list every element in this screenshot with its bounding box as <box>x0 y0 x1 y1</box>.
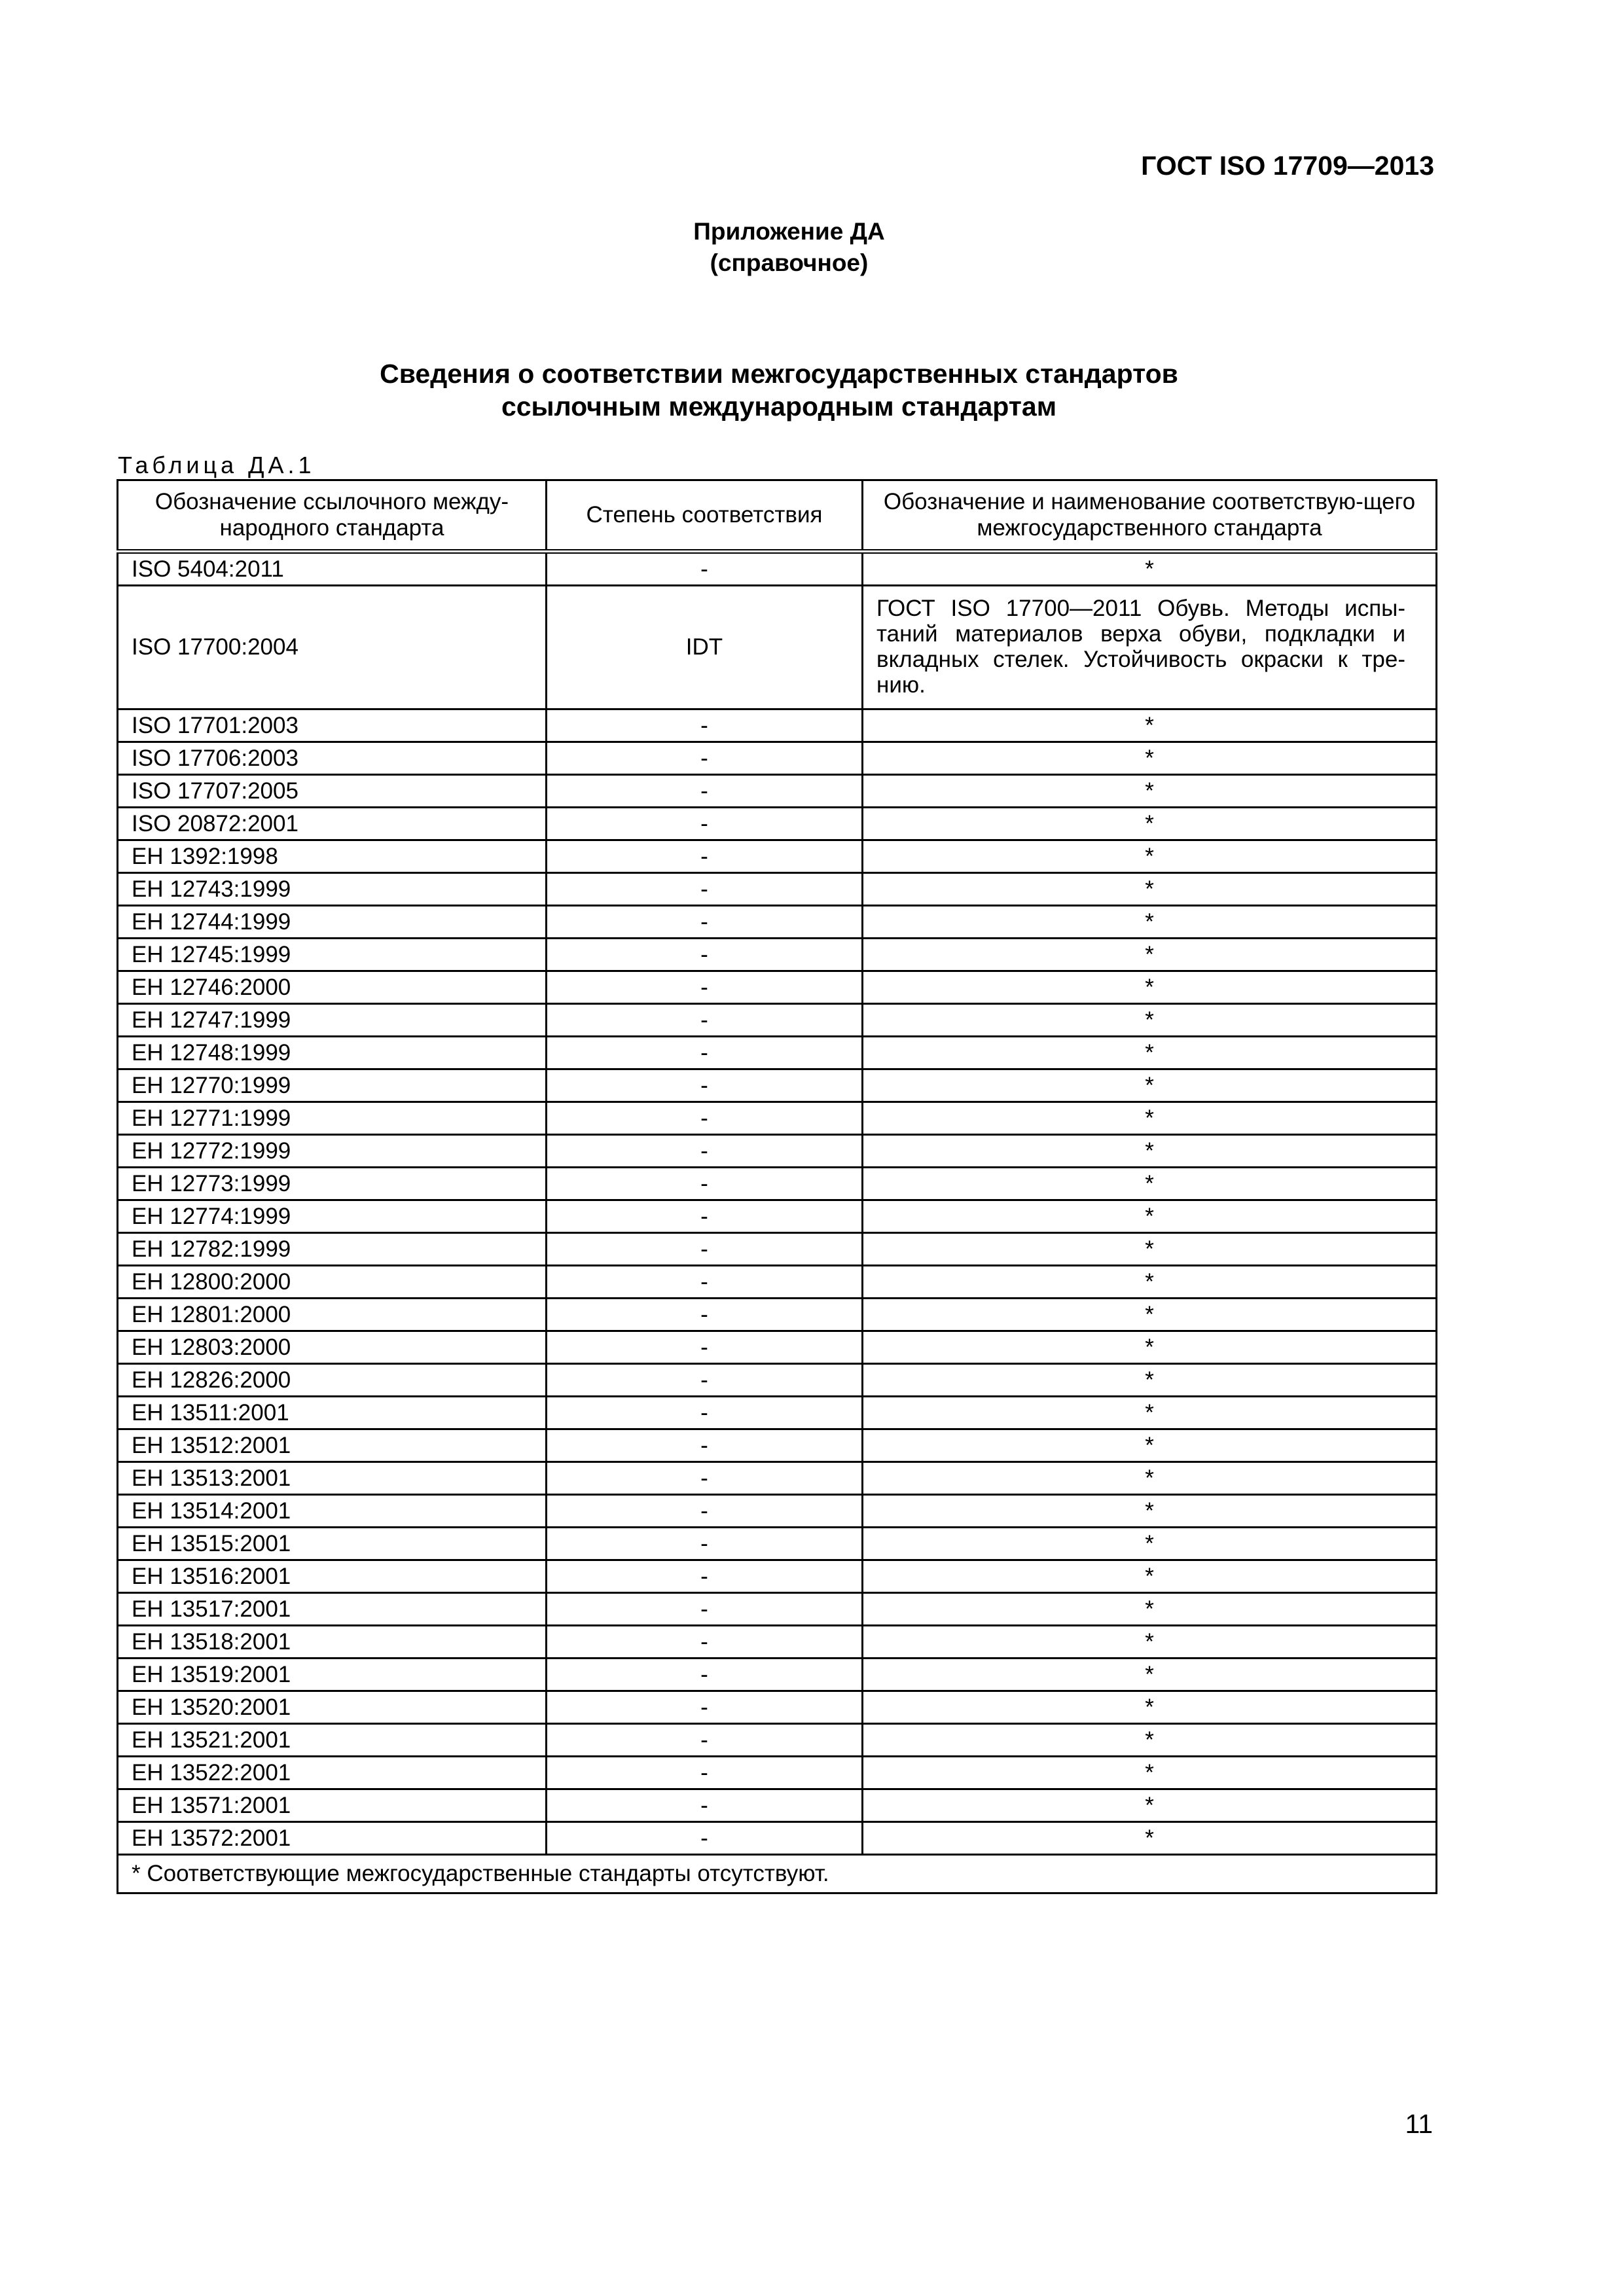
table-row <box>118 1168 1437 1200</box>
main-title-line-1: Сведения о соответствии межгосударственных стандартов <box>380 359 1178 389</box>
international-standard-cell: ЕН 12773:1999 <box>118 1168 547 1200</box>
international-standard-cell: ЕН 12826:2000 <box>118 1364 547 1397</box>
degree-cell: - <box>547 775 863 808</box>
international-standard-cell: ISO 17700:2004 <box>118 586 547 709</box>
table-row <box>118 1299 1437 1331</box>
degree-cell: - <box>547 1691 863 1724</box>
international-standard-cell: ЕН 13519:2001 <box>118 1659 547 1691</box>
table-row <box>118 1495 1437 1528</box>
international-standard-cell: ЕН 13516:2001 <box>118 1560 547 1593</box>
degree-cell: - <box>547 1233 863 1266</box>
table-row <box>118 906 1437 939</box>
table-row <box>118 1102 1437 1135</box>
header-international-standard: Обозначение ссылочного между-народного стандарта <box>118 480 547 552</box>
interstate-standard-cell: * <box>863 1069 1437 1102</box>
degree-cell: - <box>547 808 863 840</box>
interstate-standard-cell: * <box>863 742 1437 775</box>
table-row <box>118 1364 1437 1397</box>
degree-cell: - <box>547 971 863 1004</box>
table-footer <box>118 1855 1437 1893</box>
interstate-standard-cell: * <box>863 1102 1437 1135</box>
table-row <box>118 1069 1437 1102</box>
table-row <box>118 1691 1437 1724</box>
international-standard-cell: ЕН 13522:2001 <box>118 1757 547 1789</box>
interstate-standard-cell: * <box>863 1659 1437 1691</box>
table-footnote: * Соответствующие межгосударственные стандарты отсутствуют. <box>118 1855 1437 1893</box>
degree-cell: - <box>547 1593 863 1626</box>
table-row <box>118 775 1437 808</box>
degree-cell: - <box>547 1397 863 1429</box>
international-standard-cell: ЕН 13511:2001 <box>118 1397 547 1429</box>
international-standard-cell: ISO 17707:2005 <box>118 775 547 808</box>
international-standard-cell: ЕН 12772:1999 <box>118 1135 547 1168</box>
degree-cell: IDT <box>547 586 863 709</box>
international-standard-cell: ЕН 13515:2001 <box>118 1528 547 1560</box>
header-interstate-standard: Обозначение и наименование соответствую-щего межгосударственного стандарта <box>863 480 1437 552</box>
degree-cell: - <box>547 552 863 586</box>
degree-cell: - <box>547 709 863 742</box>
interstate-standard-cell: * <box>863 1200 1437 1233</box>
table-row <box>118 1462 1437 1495</box>
table-row <box>118 971 1437 1004</box>
degree-cell: - <box>547 1037 863 1069</box>
interstate-standard-cell: * <box>863 1691 1437 1724</box>
degree-cell: - <box>547 939 863 971</box>
interstate-standard-cell: * <box>863 808 1437 840</box>
main-title-line-2: ссылочным международным стандартам <box>501 391 1057 422</box>
table-row <box>118 1397 1437 1429</box>
interstate-standard-cell: * <box>863 1135 1437 1168</box>
main-title <box>0 357 1558 423</box>
international-standard-cell: ЕН 12803:2000 <box>118 1331 547 1364</box>
interstate-standard-cell: * <box>863 1331 1437 1364</box>
international-standard-cell: ЕН 12744:1999 <box>118 906 547 939</box>
degree-cell: - <box>547 1528 863 1560</box>
interstate-standard-cell: * <box>863 971 1437 1004</box>
international-standard-cell: ЕН 12782:1999 <box>118 1233 547 1266</box>
international-standard-cell: ЕН 13514:2001 <box>118 1495 547 1528</box>
degree-cell: - <box>547 1822 863 1855</box>
table-header-row <box>118 480 1437 552</box>
page-number: 11 <box>1405 2109 1433 2139</box>
interstate-standard-cell: * <box>863 1757 1437 1789</box>
table-row <box>118 1528 1437 1560</box>
international-standard-cell: ЕН 13571:2001 <box>118 1789 547 1822</box>
degree-cell: - <box>547 1200 863 1233</box>
interstate-standard-cell: * <box>863 1168 1437 1200</box>
international-standard-cell: ЕН 12745:1999 <box>118 939 547 971</box>
standards-correspondence-table <box>117 479 1437 1894</box>
degree-cell: - <box>547 906 863 939</box>
degree-cell: - <box>547 1429 863 1462</box>
interstate-standard-cell: * <box>863 1364 1437 1397</box>
appendix-subtitle: (справочное) <box>710 249 869 276</box>
document-code: ГОСТ ISO 17709—2013 <box>1141 151 1434 181</box>
international-standard-cell: ЕН 13512:2001 <box>118 1429 547 1462</box>
table-row <box>118 1560 1437 1593</box>
interstate-standard-cell: * <box>863 840 1437 873</box>
interstate-standard-cell: * <box>863 1266 1437 1299</box>
degree-cell: - <box>547 1462 863 1495</box>
international-standard-cell: ЕН 12746:2000 <box>118 971 547 1004</box>
international-standard-cell: ЕН 12770:1999 <box>118 1069 547 1102</box>
table-row <box>118 808 1437 840</box>
table-row <box>118 1659 1437 1691</box>
degree-cell: - <box>547 1659 863 1691</box>
interstate-standard-cell: ГОСТ ISO 17700—2011 Обувь. Методы испы-таний материалов верха обуви, подкладки и вкладных стелек. Устойчивость окраски к тре-нию. <box>863 586 1437 709</box>
international-standard-cell: ЕН 13518:2001 <box>118 1626 547 1659</box>
interstate-standard-cell: * <box>863 775 1437 808</box>
degree-cell: - <box>547 742 863 775</box>
degree-cell: - <box>547 1069 863 1102</box>
table-header <box>118 480 1437 552</box>
international-standard-cell: ЕН 13517:2001 <box>118 1593 547 1626</box>
degree-cell: - <box>547 1266 863 1299</box>
table-row <box>118 1004 1437 1037</box>
table-row <box>118 1789 1437 1822</box>
table-row <box>118 586 1437 709</box>
table-row <box>118 1331 1437 1364</box>
degree-cell: - <box>547 1299 863 1331</box>
international-standard-cell: ЕН 13520:2001 <box>118 1691 547 1724</box>
international-standard-cell: ЕН 12771:1999 <box>118 1102 547 1135</box>
table-row <box>118 939 1437 971</box>
table-row <box>118 1593 1437 1626</box>
interstate-standard-cell: * <box>863 1233 1437 1266</box>
degree-cell: - <box>547 1789 863 1822</box>
interstate-standard-cell: * <box>863 1822 1437 1855</box>
table-row <box>118 1200 1437 1233</box>
interstate-standard-cell: * <box>863 1789 1437 1822</box>
table-row <box>118 1757 1437 1789</box>
interstate-standard-cell: * <box>863 1004 1437 1037</box>
interstate-standard-cell: * <box>863 906 1437 939</box>
degree-cell: - <box>547 1626 863 1659</box>
interstate-standard-cell: * <box>863 709 1437 742</box>
table-row <box>118 552 1437 586</box>
table-row <box>118 1037 1437 1069</box>
interstate-standard-cell: * <box>863 939 1437 971</box>
international-standard-cell: ISO 17706:2003 <box>118 742 547 775</box>
degree-cell: - <box>547 1004 863 1037</box>
international-standard-cell: ISO 17701:2003 <box>118 709 547 742</box>
interstate-standard-cell: * <box>863 1528 1437 1560</box>
interstate-standard-cell: * <box>863 1560 1437 1593</box>
degree-cell: - <box>547 1495 863 1528</box>
degree-cell: - <box>547 1135 863 1168</box>
table-row <box>118 1135 1437 1168</box>
table-row <box>118 840 1437 873</box>
table-caption: Таблица ДА.1 <box>118 452 316 478</box>
table-row <box>118 1822 1437 1855</box>
international-standard-cell: ЕН 12800:2000 <box>118 1266 547 1299</box>
interstate-standard-cell: * <box>863 873 1437 906</box>
table-row <box>118 1626 1437 1659</box>
table-row <box>118 1429 1437 1462</box>
table-body <box>118 552 1437 1855</box>
table-row <box>118 1266 1437 1299</box>
international-standard-cell: ЕН 12747:1999 <box>118 1004 547 1037</box>
degree-cell: - <box>547 840 863 873</box>
international-standard-cell: ЕН 12801:2000 <box>118 1299 547 1331</box>
interstate-standard-cell: * <box>863 1495 1437 1528</box>
interstate-standard-cell: * <box>863 1593 1437 1626</box>
appendix-heading <box>0 216 1578 279</box>
interstate-standard-cell: * <box>863 1626 1437 1659</box>
table-row <box>118 1724 1437 1757</box>
table-row <box>118 1233 1437 1266</box>
appendix-title: Приложение ДА <box>693 218 885 245</box>
interstate-standard-cell: * <box>863 1462 1437 1495</box>
degree-cell: - <box>547 1364 863 1397</box>
table-row <box>118 709 1437 742</box>
international-standard-cell: ЕН 12743:1999 <box>118 873 547 906</box>
interstate-standard-cell: * <box>863 1299 1437 1331</box>
international-standard-cell: ISO 5404:2011 <box>118 552 547 586</box>
interstate-standard-cell: * <box>863 1037 1437 1069</box>
degree-cell: - <box>547 1757 863 1789</box>
interstate-standard-cell: * <box>863 552 1437 586</box>
degree-cell: - <box>547 1724 863 1757</box>
degree-cell: - <box>547 873 863 906</box>
degree-cell: - <box>547 1560 863 1593</box>
table-row <box>118 742 1437 775</box>
international-standard-cell: ЕН 1392:1998 <box>118 840 547 873</box>
interstate-standard-cell: * <box>863 1724 1437 1757</box>
international-standard-cell: ЕН 12774:1999 <box>118 1200 547 1233</box>
international-standard-cell: ЕН 13521:2001 <box>118 1724 547 1757</box>
degree-cell: - <box>547 1168 863 1200</box>
international-standard-cell: ЕН 13572:2001 <box>118 1822 547 1855</box>
table-row <box>118 873 1437 906</box>
interstate-standard-cell: * <box>863 1429 1437 1462</box>
international-standard-cell: ЕН 13513:2001 <box>118 1462 547 1495</box>
international-standard-cell: ЕН 12748:1999 <box>118 1037 547 1069</box>
interstate-standard-cell: * <box>863 1397 1437 1429</box>
degree-cell: - <box>547 1102 863 1135</box>
degree-cell: - <box>547 1331 863 1364</box>
footnote-row <box>118 1855 1437 1893</box>
header-degree-of-correspondence: Степень соответствия <box>547 480 863 552</box>
international-standard-cell: ISO 20872:2001 <box>118 808 547 840</box>
